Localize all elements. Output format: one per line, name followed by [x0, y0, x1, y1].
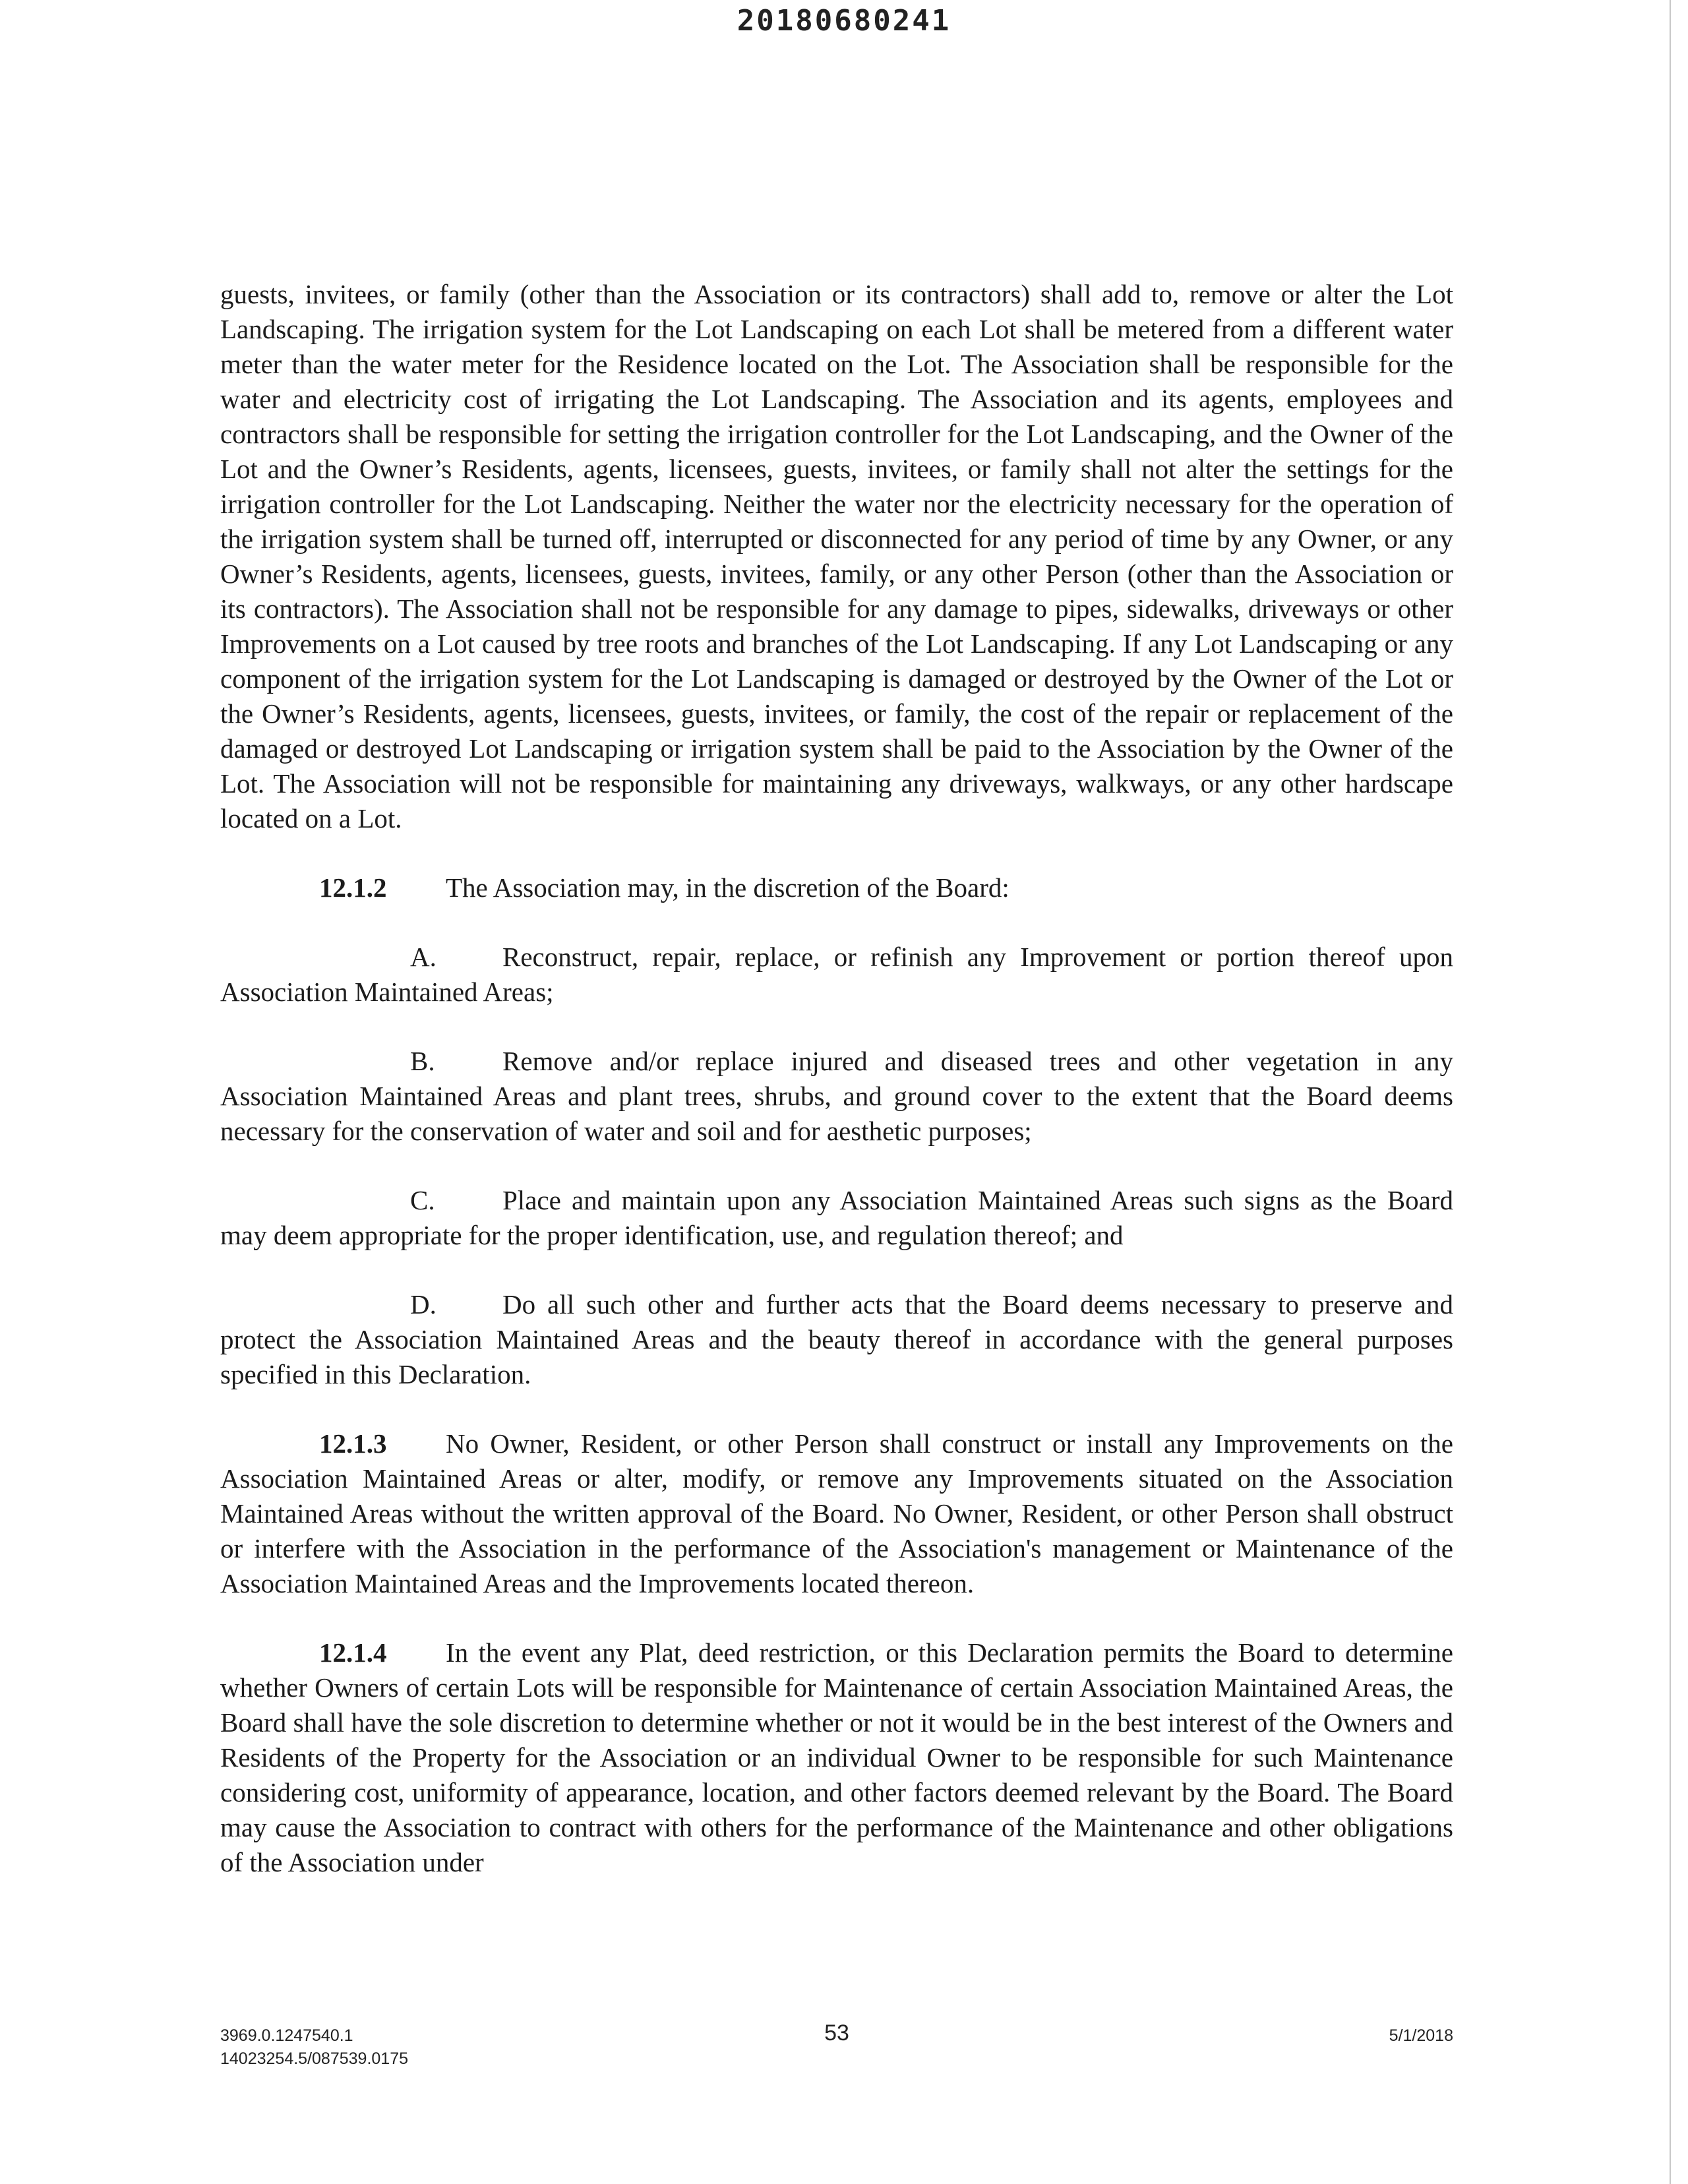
list-item-letter: D. — [410, 1289, 437, 1320]
continued-paragraph: guests, invitees, or family (other than the Association or its contractors) shall add to, remove or alter the Lot Landscaping. The irrigation system for the Lot Landscaping on each Lot shall be metered from a different water meter than the water meter for the Residence located on the Lot. The Association shall be responsible for the water and electricity cost of irrigating the Lot Landscaping. The Association and its agents, employees and contractors shall be responsible for setting the irrigation controller for the Lot Landscaping, and the Owner of the Lot and the Owner’s Residents, agents, licensees, guests, invitees, or family shall not alter the settings for the irrigation controller for the Lot Landscaping. Neither the water nor the electricity necessary for the operation of the irrigation system shall be turned off, interrupted or disconnected for any period of time by any Owner, or any Owner’s Residents, agents, licensees, guests, invitees, family, or any other Person (other than the Association or its contractors). The Association shall not be responsible for any damage to pipes, sidewalks, driveways or other Improvements on a Lot caused by tree roots and branches of the Lot Landscaping. If any Lot Landscaping or any component of the irrigation system for the Lot Landscaping is damaged or destroyed by the Owner of the Lot or the Owner’s Residents, agents, licensees, guests, invitees, or family, the cost of the repair or replacement of the damaged or destroyed Lot Landscaping or irrigation system shall be paid to the Association by the Owner of the Lot. The Association will not be responsible for maintaining any driveways, walkways, or any other hardscape located on a Lot. — [220, 279, 1453, 834]
section-text: No Owner, Resident, or other Person shall construct or install any Improvements on the Association Maintained Areas or alter, modify, or remove any Improvements situated on the Association Maintained Areas without the written approval of the Board. No Owner, Resident, or other Person shall obstruct or interfere with the Association in the performance of the Association's management or Maintenance of the Association Maintained Areas and the Improvements located thereon. — [220, 1428, 1453, 1598]
list-item-letter: B. — [410, 1046, 435, 1076]
footer-doc-id-1: 3969.0.1247540.1 — [220, 2026, 353, 2045]
list-item-a — [220, 940, 1453, 1010]
list-item-text: Reconstruct, repair, replace, or refinish any Improvement or portion thereof upon Association Maintained Areas; — [220, 942, 1453, 1007]
list-item-b — [220, 1044, 1453, 1149]
list-item-text: Remove and/or replace injured and diseased trees and other vegetation in any Association Maintained Areas and plant trees, shrubs, and ground cover to the extent that the Board deems necessary for the conservation of water and soil and for aesthetic purposes; — [220, 1046, 1453, 1146]
section-12-1-4 — [220, 1635, 1453, 1880]
list-item-text: Place and maintain upon any Association Maintained Areas such signs as the Board may deem appropriate for the proper identification, use, and regulation thereof; and — [220, 1185, 1453, 1250]
section-number: 12.1.3 — [319, 1428, 387, 1459]
page-number: 53 — [824, 2020, 849, 2046]
scan-edge-line — [1670, 0, 1671, 2184]
section-12-1-3 — [220, 1426, 1453, 1601]
list-item-d — [220, 1287, 1453, 1392]
section-number: 12.1.2 — [319, 872, 387, 903]
section-text: In the event any Plat, deed restriction, or this Declaration permits the Board to determine whether Owners of certain Lots will be responsible for Maintenance of certain Association Maintained Areas, the Board shall have the sole discretion to determine whether or not it would be in the best interest of the Owners and Residents of the Property for the Association or an individual Owner to be responsible for such Maintenance considering cost, uniformity of appearance, location, and other factors deemed relevant by the Board. The Board may cause the Association to contract with others for the performance of the Maintenance and other obligations of the Association under — [220, 1637, 1453, 1877]
section-text: The Association may, in the discretion of the Board: — [446, 872, 1010, 903]
recording-number: 20180680241 — [737, 4, 951, 38]
footer-date: 5/1/2018 — [1389, 2026, 1453, 2045]
footer-doc-id-2: 14023254.5/087539.0175 — [220, 2049, 409, 2068]
section-number: 12.1.4 — [319, 1637, 387, 1668]
list-item-text: Do all such other and further acts that the Board deems necessary to preserve and protect the Association Maintained Areas and the beauty thereof in accordance with the general purposes specified in this Declaration. — [220, 1289, 1453, 1389]
list-item-letter: C. — [410, 1185, 435, 1215]
section-12-1-2 — [220, 870, 1453, 905]
document-body — [220, 277, 1453, 1914]
list-item-letter: A. — [410, 942, 437, 972]
list-item-c — [220, 1183, 1453, 1253]
